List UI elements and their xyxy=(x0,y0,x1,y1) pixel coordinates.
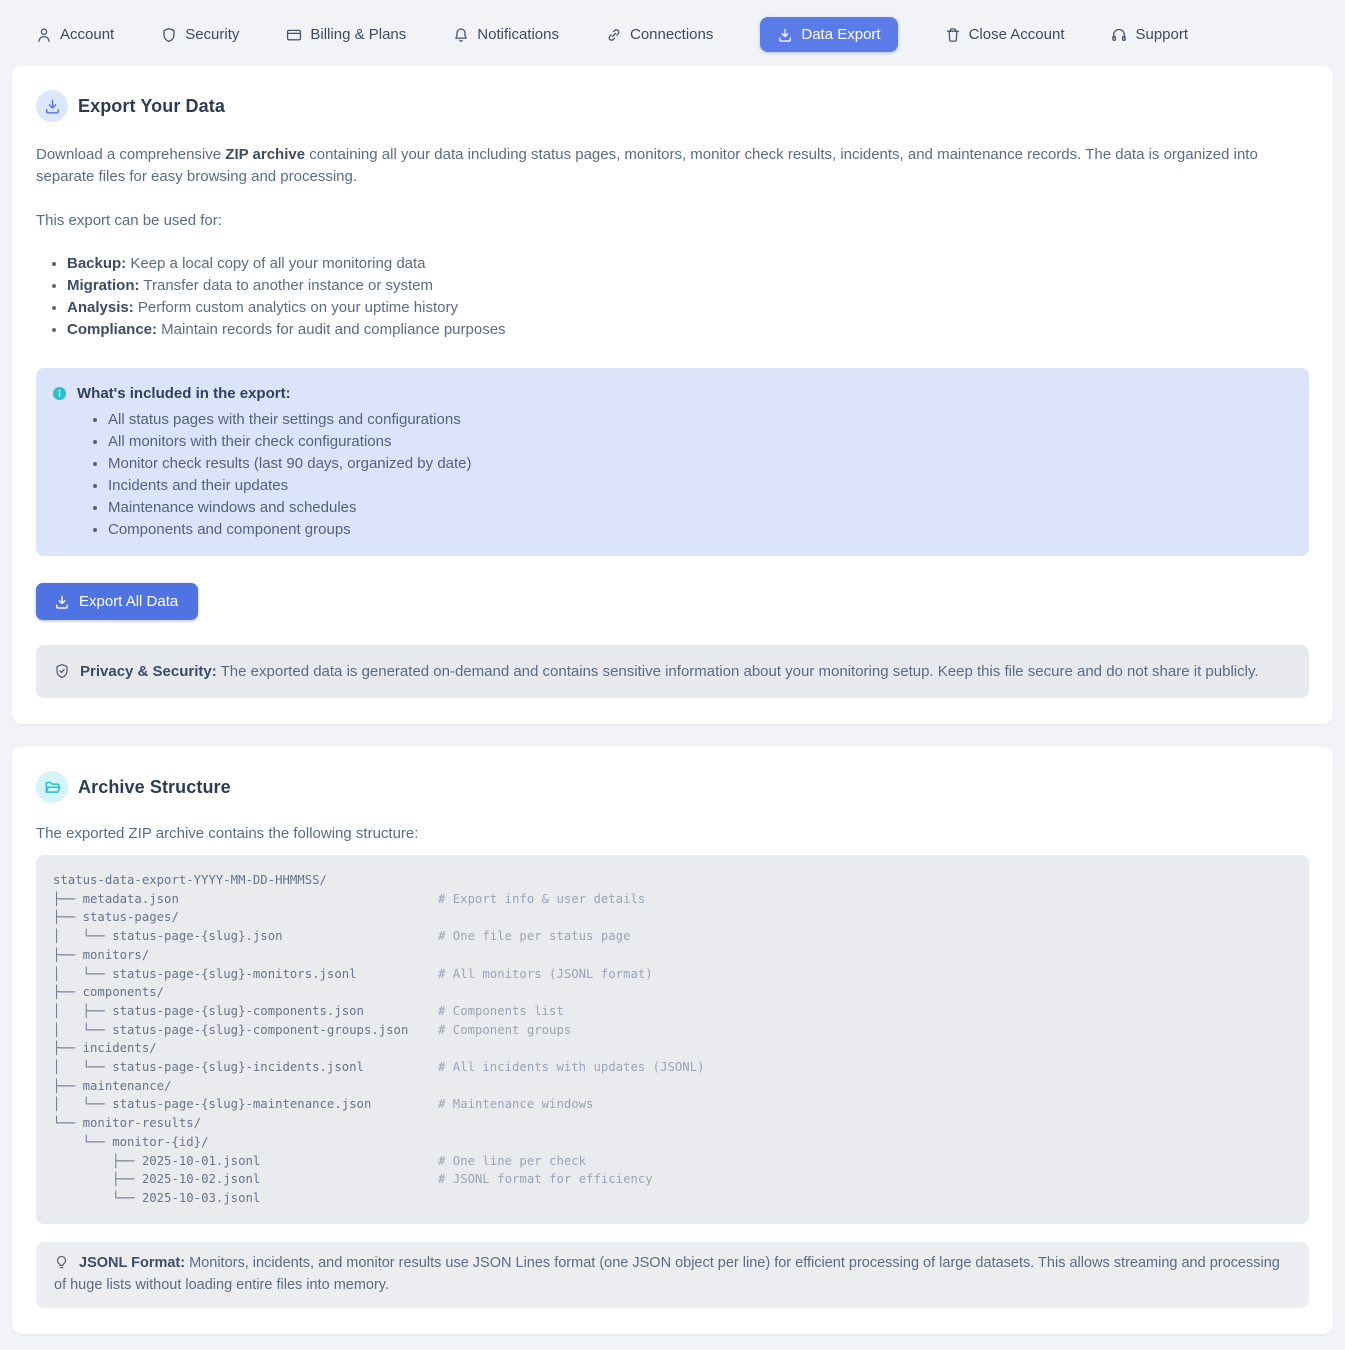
included-item: • Monitor check results (last 90 days, organized by date) xyxy=(108,453,1293,475)
use-cases-list xyxy=(36,253,1309,341)
included-info-box xyxy=(36,368,1309,556)
tab-label: Security xyxy=(185,26,240,43)
tree-comment: # Components list xyxy=(437,1003,564,1018)
folder-circle-icon xyxy=(36,771,68,803)
tab-security[interactable] xyxy=(161,26,239,43)
tab-notifications[interactable] xyxy=(453,26,559,43)
tree-line: ├── metadata.json # Export info & user details xyxy=(53,891,646,906)
tree-line: ├── status-pages/ xyxy=(53,910,179,925)
credit-card-icon xyxy=(286,27,302,43)
tab-label: Account xyxy=(60,26,115,43)
tree-line: │ └── status-page-{slug}-maintenance.json # Maintenance windows xyxy=(53,1097,594,1112)
tree-line: │ ├── status-page-{slug}-components.json # Components list xyxy=(53,1003,564,1018)
trash-icon xyxy=(945,27,961,43)
export-button-label: Export All Data xyxy=(79,593,179,610)
settings-tabs xyxy=(0,0,1345,56)
lightbulb-icon xyxy=(54,1255,69,1270)
included-item: • All status pages with their settings and configurations xyxy=(108,409,1293,431)
tree-line: └── monitor-results/ xyxy=(53,1116,202,1131)
use-cases-heading: This export can be used for: xyxy=(36,212,222,229)
tree-comment: # Maintenance windows xyxy=(437,1097,594,1112)
download-icon xyxy=(777,27,793,43)
archive-structure-card xyxy=(12,747,1333,1334)
headset-icon xyxy=(1111,27,1127,43)
download-icon xyxy=(54,594,70,610)
user-icon xyxy=(36,27,52,43)
tree-comment: # All incidents with updates (JSONL) xyxy=(437,1060,705,1075)
included-item: • Incidents and their updates xyxy=(108,475,1293,497)
jsonl-label: JSONL Format: xyxy=(79,1254,186,1271)
tab-label: Support xyxy=(1135,26,1189,43)
tab-connections[interactable] xyxy=(606,26,713,43)
bell-icon xyxy=(453,27,469,43)
tab-billing-plans[interactable] xyxy=(286,26,406,43)
tab-data-export[interactable] xyxy=(760,17,897,52)
tree-line: ├── 2025-10-02.jsonl # JSONL format for efficiency xyxy=(53,1172,653,1187)
tree-line: ├── 2025-10-01.jsonl # One line per check xyxy=(53,1153,587,1168)
tree-comment: # JSONL format for efficiency xyxy=(437,1172,653,1187)
info-icon xyxy=(52,386,67,401)
tree-line: │ └── status-page-{slug}-monitors.jsonl # All monitors (JSONL format) xyxy=(53,966,653,981)
tree-line: status-data-export-YYYY-MM-DD-HHMMSS/ xyxy=(53,873,327,887)
use-case-item: • Migration: Transfer data to another instance or system xyxy=(67,275,1309,297)
tree-line: └── 2025-10-03.jsonl xyxy=(53,1190,261,1205)
privacy-label: Privacy & Security: xyxy=(80,663,217,680)
use-case-item: • Analysis: Perform custom analytics on your uptime history xyxy=(67,297,1309,319)
folder-open-icon xyxy=(44,779,61,796)
tree-comment: # One line per check xyxy=(437,1153,587,1168)
privacy-security-note xyxy=(36,645,1309,698)
link-icon xyxy=(606,27,622,43)
tree-line: ├── monitors/ xyxy=(53,947,150,962)
tree-line: ├── maintenance/ xyxy=(53,1078,172,1093)
jsonl-text: Monitors, incidents, and monitor results use JSON Lines format (one JSON object per line) for efficient processing of large datasets. This allows streaming and processing of huge lists without loading entire files into memory. xyxy=(54,1254,1280,1293)
shield-icon xyxy=(161,27,177,43)
tree-line: │ └── status-page-{slug}.json # One file per status page xyxy=(53,929,631,944)
export-data-card xyxy=(12,66,1333,724)
use-case-item: • Backup: Keep a local copy of all your monitoring data xyxy=(67,253,1309,275)
tree-line: └── monitor-{id}/ xyxy=(53,1134,209,1149)
tree-comment: # Export info & user details xyxy=(437,891,646,906)
jsonl-format-note xyxy=(36,1242,1309,1308)
tab-support[interactable] xyxy=(1111,26,1188,43)
use-case-item: • Compliance: Maintain records for audit and compliance purposes xyxy=(67,319,1309,341)
included-title: What's included in the export: xyxy=(77,385,291,402)
tab-label: Data Export xyxy=(801,26,881,43)
tab-label: Notifications xyxy=(477,26,559,43)
included-list xyxy=(82,409,1293,541)
tree-line: │ └── status-page-{slug}-incidents.jsonl # All incidents with updates (JSONL) xyxy=(53,1060,705,1075)
export-card-title: Export Your Data xyxy=(78,95,225,116)
tree-comment: # All monitors (JSONL format) xyxy=(437,966,653,981)
tab-label: Connections xyxy=(629,26,714,43)
tree-comment: # One file per status page xyxy=(437,929,631,944)
privacy-text: The exported data is generated on-demand and contains sensitive information about your monitoring setup. Keep this file secure and do not share it publicly. xyxy=(216,663,1259,680)
tab-account[interactable] xyxy=(36,26,114,43)
shield-check-icon xyxy=(54,663,70,679)
tree-line: ├── components/ xyxy=(53,985,165,1000)
archive-intro: The exported ZIP archive contains the following structure: xyxy=(36,825,419,842)
export-all-data-button[interactable] xyxy=(36,583,198,620)
included-item: • All monitors with their check configurations xyxy=(108,431,1293,453)
tree-comment: # Component groups xyxy=(437,1022,572,1037)
tree-line: │ └── status-page-{slug}-component-groups.json # Component groups xyxy=(53,1022,572,1037)
tab-label: Close Account xyxy=(968,26,1065,43)
download-circle-icon xyxy=(36,90,68,122)
tab-label: Billing & Plans xyxy=(310,26,407,43)
tab-close-account[interactable] xyxy=(945,26,1065,43)
included-item: • Components and component groups xyxy=(108,519,1293,541)
included-item: • Maintenance windows and schedules xyxy=(108,497,1293,519)
export-intro: Download a comprehensive ZIP archive containing all your data including status pages, monitors, monitor check results, incidents, and maintenance records. The data is organized into separate files for easy browsing and processing. xyxy=(36,146,1258,185)
archive-card-title: Archive Structure xyxy=(78,776,231,797)
tree-line: ├── incidents/ xyxy=(53,1041,157,1056)
archive-tree-code xyxy=(36,855,1309,1224)
